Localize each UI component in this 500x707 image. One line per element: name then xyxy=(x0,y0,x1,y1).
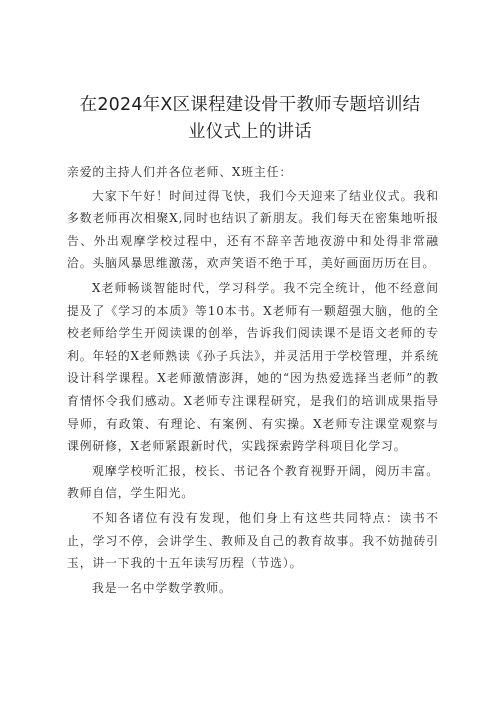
speech-title xyxy=(60,92,440,146)
paragraph-common-traits: 不知各诸位有没有发现，他们身上有这些共同特点：读书不止，学习不停，会讲学生、教师及自己的教育故事。我不妨抛砖引玉，讲一下我的十五年读写历程（节选）。 xyxy=(67,510,439,571)
paragraph-teachers: X老师畅谈智能时代，学习科学。我不完全统计，他不经意间提及了《学习的本质》等10本书。X老师有一颗超强大脑，他的全校老师给学生开阅读课的创举，告诉我们阅读课不是语文老师的专利。年轻的X老师熟读《孙子兵法》，并灵活用于学校管理，并系统设计科学课程。X老师激情澎湃，她的“因为热爱选择当老师”的教育情怀令我们感动。X老师专注课程研究，是我们的培训成果指导导师，有政策、有理论、有案例、有实操。X老师专注课堂观察与课例研修，X老师紧跟新时代，实践探索跨学科项目化学习。 xyxy=(67,280,439,454)
paragraph-school-visit: 观摩学校听汇报，校长、书记各个教育视野开阔，阅历丰富。教师自信，学生阳光。 xyxy=(67,463,439,501)
salutation: 亲爱的主持人们并各位老师、X班主任： xyxy=(67,165,293,179)
title-line-1: 在2024年X区课程建设骨干教师专题培训结 xyxy=(79,95,421,115)
speech-body xyxy=(67,161,439,601)
paragraph-opening: 大家下午好！时间过得飞快，我们今天迎来了结业仪式。我和多数老师再次相聚X,同时也结识了新朋友。我们每天在密集地听报告、外出观摩学校过程中，还有不辞辛苦地夜游中和处得非常融洽。头脑风暴思维激荡，欢声笑语不绝于耳，美好画面历历在目。 xyxy=(67,188,439,271)
paragraph-self-intro: 我是一名中学数学教师。 xyxy=(92,580,232,595)
title-line-2: 业仪式上的讲话 xyxy=(188,122,312,142)
